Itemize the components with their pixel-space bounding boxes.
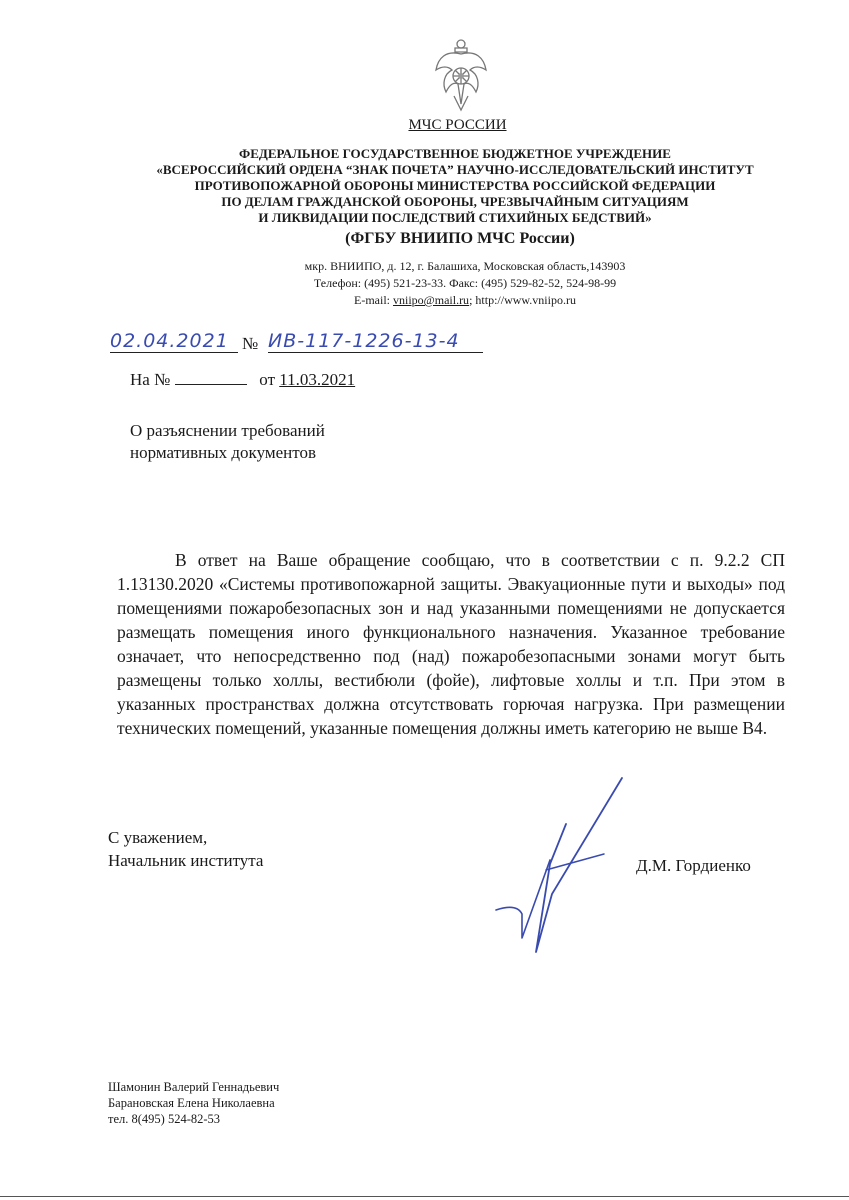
- reply-date-label: от: [259, 370, 276, 389]
- organization-short-name: (ФГБУ ВНИИПО МЧС России): [345, 230, 575, 247]
- executor-line: Барановская Елена Николаевна: [108, 1096, 275, 1110]
- reply-number-blank: [175, 370, 247, 385]
- registration-number: ИВ-117-1226-13-4: [268, 330, 483, 353]
- executor-phone: тел. 8(495) 524-82-53: [108, 1112, 221, 1126]
- contacts-block: [230, 258, 700, 309]
- subject-line: О разъяснении требований: [130, 421, 325, 440]
- org-line: И ЛИКВИДАЦИИ ПОСЛЕДСТВИЙ СТИХИЙНЫХ БЕДСТВИЙ»: [258, 210, 652, 225]
- org-line: ПО ДЕЛАМ ГРАЖДАНСКОЙ ОБОРОНЫ, ЧРЕЗВЫЧАЙНЫМ СИТУАЦИЯМ: [221, 194, 689, 209]
- reply-number-label: На №: [130, 370, 171, 389]
- letter-body: [117, 548, 785, 740]
- executors-block: [108, 1079, 279, 1127]
- org-line: «ВСЕРОССИЙСКИЙ ОРДЕНА “ЗНАК ПОЧЕТА” НАУЧНО-ИССЛЕДОВАТЕЛЬСКИЙ ИНСТИТУТ: [156, 162, 754, 177]
- registration-line: [108, 330, 488, 358]
- phone-fax: Телефон: (495) 521-23-33. Факс: (495) 529-82-52, 524-98-99: [313, 276, 617, 290]
- reply-reference: [130, 370, 355, 390]
- organization-name: [110, 146, 800, 226]
- email-line: [230, 292, 700, 309]
- registration-number-label: №: [242, 334, 259, 353]
- reply-date: 11.03.2021: [279, 370, 356, 389]
- org-line: ФЕДЕРАЛЬНОЕ ГОСУДАРСТВЕННОЕ БЮДЖЕТНОЕ УЧРЕЖДЕНИЕ: [239, 146, 671, 161]
- website-link[interactable]: http://www.vniipo.ru: [475, 293, 576, 307]
- subject-line: нормативных документов: [130, 443, 316, 462]
- ministry-title: МЧС РОССИИ: [408, 117, 507, 133]
- email-separator: ;: [469, 293, 473, 307]
- letter-subject: [130, 420, 325, 464]
- page-bottom-edge: [0, 1196, 849, 1197]
- executor-line: Шамонин Валерий Геннадьевич: [108, 1080, 280, 1094]
- org-line: ПРОТИВОПОЖАРНОЙ ОБОРОНЫ МИНИСТЕРСТВА РОССИЙСКОЙ ФЕДЕРАЦИИ: [194, 178, 716, 193]
- signer-position: Начальник института: [108, 851, 264, 870]
- email-label: E-mail:: [354, 293, 391, 307]
- handwritten-signature: [492, 774, 627, 960]
- registration-date: 02.04.2021: [110, 330, 238, 353]
- regards: С уважением,: [108, 828, 208, 847]
- closing-block: [108, 826, 263, 872]
- address: мкр. ВНИИПО, д. 12, г. Балашиха, Московская область,143903: [304, 259, 626, 273]
- body-paragraph: В ответ на Ваше обращение сообщаю, что в соответствии с п. 9.2.2 СП 1.13130.2020 «Системы противопожарной защиты. Эвакуационные пути и выходы» под помещениями пожаробезопасных зон и над указанными помещениями не допускается размещать помещения иного функционального назначения. Указанное требование означает, что непосредственно под (над) пожаробезопасными зонами могут быть размещены только холлы, вестибюли (фойе), лифтовые холлы и т.п. При этом в указанных пространствах должна отсутствовать горючая нагрузка. При размещении технических помещений, указанные помещения должны иметь категорию не выше В4.: [117, 550, 785, 738]
- signer-name: Д.М. Гордиенко: [636, 856, 751, 875]
- emchs-emblem-icon: [432, 34, 490, 112]
- email-link[interactable]: vniipo@mail.ru: [393, 293, 470, 307]
